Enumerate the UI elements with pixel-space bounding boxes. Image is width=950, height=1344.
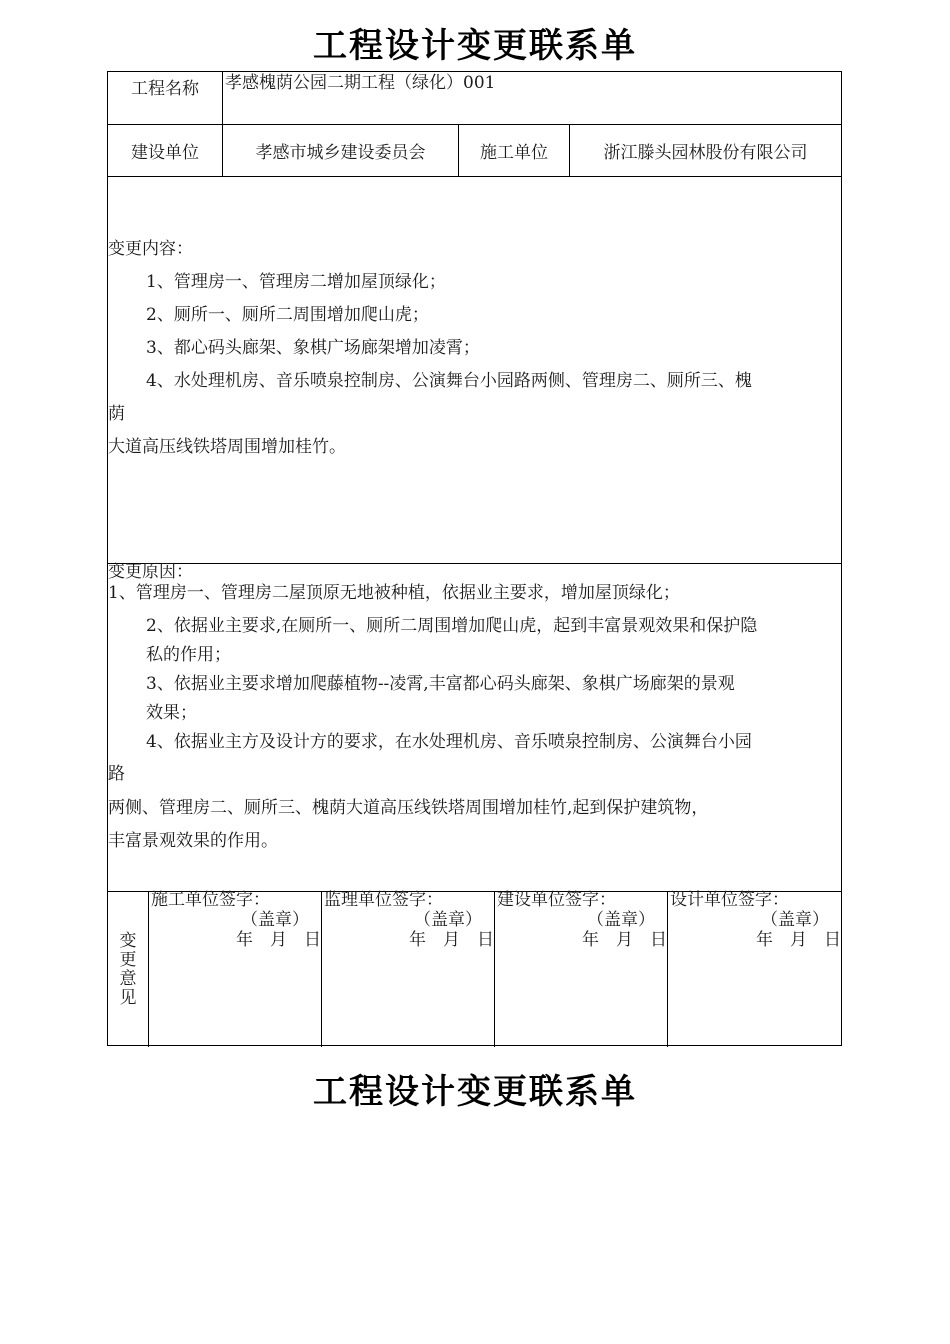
- date-label: 年 月 日: [582, 930, 667, 950]
- change-content-item: 1、管理房一、管理房二增加屋顶绿化；: [146, 272, 446, 292]
- seal-label: （盖章）: [241, 910, 309, 930]
- change-reason-item-cont: 路: [108, 764, 125, 784]
- supervisor-signature-label: 监理单位签字：: [324, 890, 443, 910]
- date-label: 年 月 日: [756, 930, 841, 950]
- date-label: 年 月 日: [409, 930, 494, 950]
- change-content-item: 4、水处理机房、音乐喷泉控制房、公演舞台小园路两侧、管理房二、厕所三、槐: [146, 371, 752, 391]
- change-content-item-cont: 大道高压线铁塔周围增加桂竹。: [108, 437, 346, 457]
- page-title-repeat: 工程设计变更联系单: [313, 1072, 637, 1112]
- designer-signature-box: [668, 892, 841, 1047]
- change-reason-section: [108, 564, 841, 892]
- contractor-value: 浙江滕头园林股份有限公司: [603, 143, 808, 163]
- change-reason-item-cont: 私的作用；: [146, 645, 231, 665]
- change-reason-item: 2、依据业主要求,在厕所一、厕所二周围增加爬山虎，起到丰富景观效果和保护隐: [146, 616, 758, 636]
- change-form-table: [107, 71, 842, 1046]
- change-content-item: 2、厕所一、厕所二周围增加爬山虎；: [146, 305, 429, 325]
- builder-label: 建设单位: [108, 125, 223, 176]
- change-content-text: [108, 233, 841, 464]
- seal-label: （盖章）: [414, 910, 482, 930]
- change-opinion-label: 变更意见: [108, 892, 149, 1047]
- change-reason-item: 3、依据业主要求增加爬藤植物--凌霄,丰富都心码头廊架、象棋广场廊架的景观: [146, 674, 735, 694]
- change-content-item-cont: 荫: [108, 404, 125, 424]
- change-reason-item: 1、管理房一、管理房二屋顶原无地被种植，依据业主要求，增加屋顶绿化；: [108, 583, 680, 603]
- change-content-section: [108, 177, 841, 564]
- builder-value: 孝感市城乡建设委员会: [223, 125, 459, 176]
- signature-row: [108, 892, 841, 1047]
- builder-signature-box: [495, 892, 668, 1047]
- contractor-label: 施工单位: [459, 125, 570, 176]
- builder-signature-label: 建设单位签字：: [497, 890, 616, 910]
- seal-label: （盖章）: [761, 910, 829, 930]
- change-content-item: 3、都心码头廊架、象棋广场廊架增加凌霄；: [146, 338, 480, 358]
- change-content-heading: 变更内容：: [108, 239, 193, 259]
- change-reason-item-cont: 两侧、管理房二、厕所三、槐荫大道高压线铁塔周围增加桂竹,起到保护建筑物，: [108, 798, 709, 818]
- supervisor-signature-box: [322, 892, 495, 1047]
- project-name-row: [108, 72, 841, 125]
- contractor-signature-box: [149, 892, 322, 1047]
- project-name-label: 工程名称: [108, 72, 223, 124]
- project-name-value: 孝感槐荫公园二期工程（绿化）001: [225, 73, 496, 93]
- change-reason-item-cont: 丰富景观效果的作用。: [108, 831, 278, 851]
- change-reason-heading: 变更原因：: [108, 562, 193, 582]
- units-row: [108, 125, 841, 177]
- change-reason-item-cont: 效果；: [146, 703, 197, 723]
- seal-label: （盖章）: [587, 910, 655, 930]
- page-title: 工程设计变更联系单: [313, 26, 637, 66]
- change-reason-text: [108, 562, 841, 858]
- change-reason-item: 4、依据业主方及设计方的要求，在水处理机房、音乐喷泉控制房、公演舞台小园: [146, 732, 752, 752]
- designer-signature-label: 设计单位签字：: [670, 890, 789, 910]
- date-label: 年 月 日: [236, 930, 321, 950]
- contractor-signature-label: 施工单位签字：: [151, 890, 270, 910]
